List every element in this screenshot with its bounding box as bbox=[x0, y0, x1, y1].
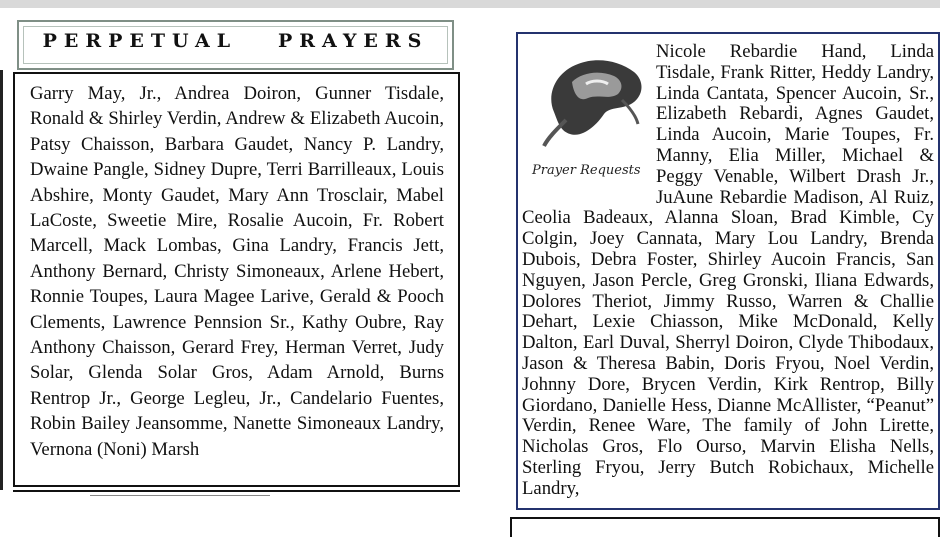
left-bottom-rule bbox=[13, 490, 460, 492]
left-edge-rule bbox=[0, 70, 3, 490]
page-title: PERPETUAL PRAYERS bbox=[42, 30, 429, 52]
perpetual-prayers-names: Garry May, Jr., Andrea Doiron, Gunner Tisdale, Ronald & Shirley Verdin, Andrew & Elizabeth Aucoin, Patsy Chaisson, Barbara Gaudet, Nancy P. Landry, Dwaine Pangle, Sidney Dupre, Terri Barrilleaux, Louis Abshire, Monty Gaudet, Mary Ann Trosclair, Mabel LaCoste, Sweetie Mire, Rosalie Aucoin, Fr. Robert Marcell, Mack Lombas, Gina Landry, Francis Jett, Anthony Bernard, Christy Simoneaux, Arlene Hebert, Ronnie Toupes, Laura Magee Larive, Gerald & Pooch Clements, Lawrence Pennsion Sr., Kathy Oubre, Ray Anthony Chaisson, Gerard Frey, Herman Verret, Judy Solar, Glenda Solar Gros, Adam Arnold, Burns Rentrop Jr., George Legleu, Jr., Candelario Fuentes, Robin Bailey Jeansomme, Nanette Simoneaux Landry, Vernona (Noni) Marsh bbox=[30, 83, 444, 460]
perpetual-prayers-panel bbox=[13, 72, 460, 487]
left-bottom-rule-thin bbox=[90, 495, 270, 496]
title-banner bbox=[17, 20, 454, 70]
prayer-requests-caption: Prayer Requests bbox=[532, 163, 641, 178]
prayer-requests-names: Nicole Rebardie Hand, Linda Tisdale, Frank Ritter, Heddy Landry, Linda Cantata, Spencer Aucoin, Sr., Elizabeth Rebardi, Agnes Gaudet, Linda Aucoin, Marie Toupes, Fr. Manny, Elia Miller, Michael & Peggy Venable, Wilbert Drash Jr., JuAune Rebardie Madison, Al Ruiz, Ceolia Badeaux, Alanna Sloan, Brad Kimble, Cy Colgin, Joey Cannata, Mary Lou Landry, Brenda Dubois, Debra Foster, Shirley Aucoin Francis, San Nguyen, Jason Percle, Greg Gronski, Iliana Edwards, Dolores Theriot, Jimmy Russo, Warren & Challie Dehart, Lexie Chiasson, Mike McDonald, Kelly Dalton, Earl Duval, Sherryl Doiron, Clyde Thibodaux, Jason & Theresa Babin, Doris Fryou, Noel Verdin, Johnny Dore, Brycen Verdin, Kirk Rentrop, Billy Giordano, Danielle Hess, Dianne McAllister, “Peanut” Verdin, Renee Ware, The family of John Lirette, Nicholas Gros, Flo Ourso, Marvin Elisha Nells, Sterling Fryou, Jerry Butch Robichaux, Michelle Landry, bbox=[522, 41, 934, 499]
next-section-box bbox=[510, 517, 940, 537]
top-scan-bar bbox=[0, 0, 940, 8]
prayer-requests-text-block bbox=[522, 42, 934, 500]
prayer-requests-panel bbox=[516, 32, 940, 510]
logo-float-spacer bbox=[522, 42, 656, 206]
